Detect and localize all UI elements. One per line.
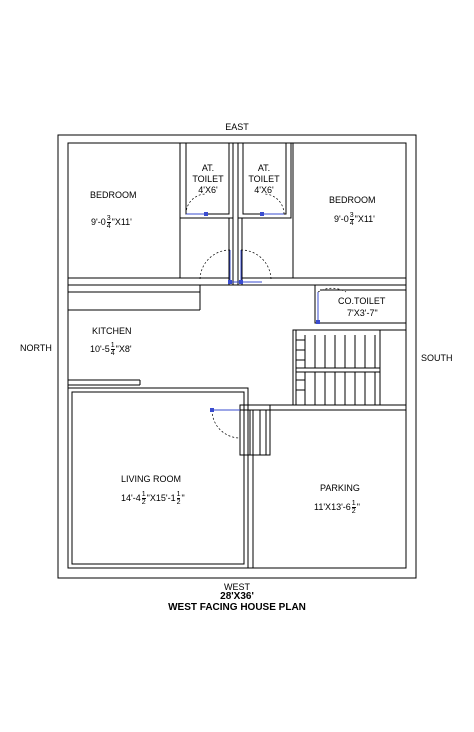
plan-size-label: 28'X36' <box>220 591 254 602</box>
swing-toilet-1 <box>186 194 206 214</box>
toilet-1-name-line2: TOILET <box>192 174 224 184</box>
bedroom-left-name: BEDROOM <box>90 190 137 200</box>
bedroom-right-walls <box>293 143 406 278</box>
door-hinge-6 <box>210 408 214 412</box>
common-toilet-name: CO.TOILET <box>338 296 386 306</box>
swing-bedroom-right <box>241 250 271 280</box>
bedroom-left-walls <box>68 143 180 278</box>
door-hinge-3 <box>228 280 232 284</box>
bedroom-right-dim: 9'-0 $\frac{3}{4}$ "X11' <box>334 212 375 227</box>
door-hinge-1 <box>204 212 208 216</box>
compass-west: WEST <box>224 582 250 592</box>
plan-title: WEST FACING HOUSE PLAN <box>168 602 306 613</box>
toilet-2-name-line1: AT. <box>257 163 271 173</box>
swing-bedroom-left <box>200 250 230 280</box>
living-room-name: LIVING ROOM <box>121 474 182 484</box>
toilet-1-name-line1: AT. <box>201 163 215 173</box>
compass-south: SOUTH <box>421 353 453 363</box>
living-room-dim: 14'-4 $\frac{1}{2}$ "X15'-1 $\frac{1}{2}$ " <box>121 491 185 506</box>
swing-toilet-2 <box>264 194 284 214</box>
swing-living-room <box>212 410 240 438</box>
toilet-2-name-line2: TOILET <box>248 174 280 184</box>
door-hinge-2 <box>260 212 264 216</box>
kitchen-dim: 10'-5 $\frac{1}{4}$ "X8' <box>90 342 132 357</box>
bedroom-left-dim: 9'-0 $\frac{3}{4}$ "X11' <box>91 215 132 230</box>
stair-treads <box>296 335 375 405</box>
door-hinge-4 <box>239 280 243 284</box>
compass-east: EAST <box>225 122 249 132</box>
common-toilet-dim: 7'X3'-7" <box>347 308 378 318</box>
parking-dim: 11'X13'-6 $\frac{1}{2}$ " <box>314 500 360 515</box>
bedroom-right-name: BEDROOM <box>329 195 376 205</box>
toilet-1-dim: 4'X6' <box>198 185 218 195</box>
compass-north: NORTH <box>20 343 52 353</box>
kitchen-name: KITCHEN <box>92 326 132 336</box>
parking-name: PARKING <box>320 483 360 493</box>
door-hinge-5 <box>316 320 320 324</box>
toilet-2-dim: 4'X6' <box>254 185 274 195</box>
